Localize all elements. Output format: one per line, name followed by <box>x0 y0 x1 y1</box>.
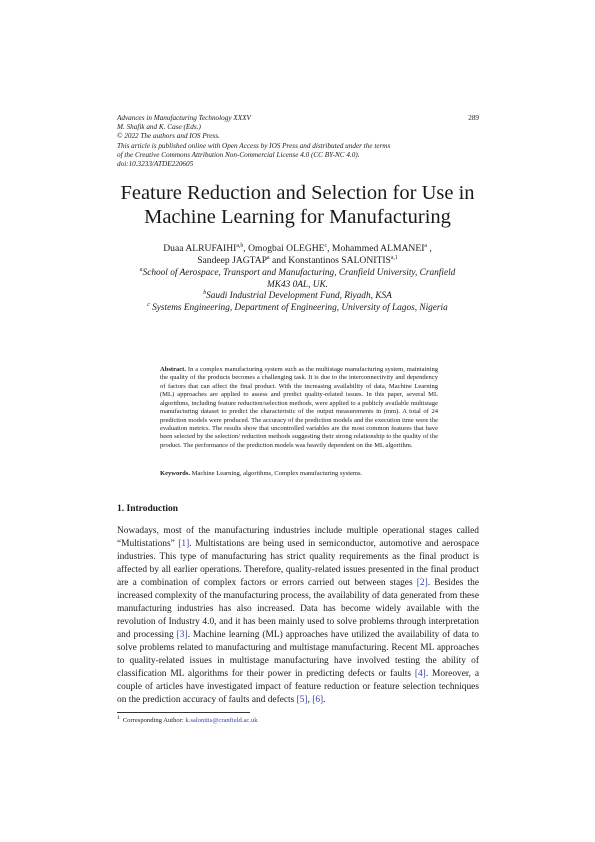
body-text: Nowadays, most of the manufacturing industries include multiple operational stages called “Multistations” <box>117 526 479 549</box>
abstract-text: In a complex manufacturing system such as the multistage manufacturing system, maintaining the quality of the products becomes a challenging task. It is due to the interconnectivity and dependency of factors that can affect the final product. With the increasing availability of data, Machine Learning (ML) approaches are applied to assess and predict quality-related issues. In this paper, several ML algorithms, including feature reduction/selection methods, were applied to a publicly available multistage manufacturing dataset to predict the characteristic of the output measurements in (mm). A total of 24 prediction models were produced. The accuracy of the prediction models and the execution time were the evaluation metrics. The results show that uncontrolled variables are the most common features that have been selected by the selection/ reduction methods suggesting their strong relationship to the quality of the product. The performance of the prediction models was heavily dependent on the ML algorithm. <box>160 366 438 449</box>
affiliations <box>100 268 495 314</box>
citation-link[interactable]: [1] <box>178 539 190 549</box>
header-line: This article is published online with Open Access by IOS Press and distributed under the terms <box>117 141 391 150</box>
keywords-text: Machine Learning, algorithms, Complex manufacturing systems. <box>190 470 363 477</box>
intro-paragraph <box>117 525 479 707</box>
title-line-2: Machine Learning for Manufacturing <box>144 206 451 228</box>
author-affil-mark: a <box>424 242 427 249</box>
keywords-label: Keywords. <box>160 470 191 477</box>
title-line-1: Feature Reduction and Selection for Use in <box>120 182 475 204</box>
author-affil-mark: a,1 <box>390 255 398 262</box>
author-name: and Konstantinos SALONITIS <box>269 255 391 267</box>
author-separator: , <box>426 243 432 254</box>
page-number: 289 <box>468 114 479 122</box>
author-list <box>100 243 495 267</box>
body-text: . Moreover, a couple of articles have investigated impact of feature reduction or feature selection techniques on the prediction accuracy of faults and defects <box>117 669 479 705</box>
body-text: . Machine learning (ML) approaches have utilized the availability of data to solve problems related to manufacturing and multistage manufacturing. Recent ML approaches to quality-related issues in multistage manufacturing have involved testing the ability of classification ML algorithms for their power in predicting defects or faults <box>117 630 479 679</box>
body-text: . Besides the increased complexity of the manufacturing process, the availability of data generated from these manufacturing industries has also increased. Data has become widely available with the revolution of Industry 4.0, and it has been mainly used to solve problems through interpretation and processing <box>117 578 479 640</box>
affiliation-b <box>100 291 495 303</box>
header-line: © 2022 The authors and IOS Press. <box>117 132 220 141</box>
author-affil-mark: a <box>267 255 270 262</box>
citation-link[interactable]: [5] <box>296 695 308 705</box>
affil-mark: b <box>203 290 207 297</box>
email-link[interactable]: k.salonitis@cranfield.ac.uk <box>185 717 258 724</box>
author-affil-mark: a,b <box>236 242 244 249</box>
citation-link[interactable]: [4] <box>414 669 426 679</box>
citation-link[interactable]: [6] <box>312 695 324 705</box>
abstract <box>160 366 438 450</box>
header-line: doi:10.3233/ATDE220605 <box>117 160 194 169</box>
author-name: Sandeep JAGTAP <box>197 255 268 267</box>
footnote-label: Corresponding Author: <box>122 717 186 724</box>
abstract-label: Abstract. <box>160 366 186 373</box>
footnote-mark: 1 <box>117 714 120 721</box>
affiliation-a <box>100 268 495 280</box>
paper-title <box>90 181 505 229</box>
header-line: M. Shafik and K. Case (Eds.) <box>117 123 201 132</box>
citation-link[interactable]: [3] <box>176 630 188 640</box>
keywords <box>160 470 438 478</box>
author-name: , Omogbai OLEGHE <box>243 243 325 254</box>
affil-text: Systems Engineering, Department of Engineering, University of Lagos, Nigeria <box>149 302 448 313</box>
footnote <box>117 714 258 724</box>
author-line-1 <box>100 243 495 255</box>
body-text: . <box>323 695 326 705</box>
affil-text: Saudi Industrial Development Fund, Riyadh, KSA <box>206 291 392 302</box>
author-name: , Mohammed ALMANEI <box>327 243 425 254</box>
header-line: of the Creative Commons Attribution Non-Commercial License 4.0 (CC BY-NC 4.0). <box>117 150 360 159</box>
header-line: Advances in Manufacturing Technology XXXV <box>117 114 251 122</box>
affil-text: School of Aerospace, Transport and Manufacturing, Cranfield University, Cranfield <box>142 268 456 278</box>
author-name: Duaa ALRUFAIHI <box>163 243 237 254</box>
author-affil-mark: c <box>324 242 328 249</box>
running-header <box>117 114 482 169</box>
affiliation-c <box>100 303 495 315</box>
author-line-2 <box>100 255 495 267</box>
footnote-rule <box>117 712 250 713</box>
affil-mark: a <box>139 266 143 273</box>
citation-link[interactable]: [2] <box>416 578 428 588</box>
affiliation-a-cont: MK43 0AL, UK. <box>267 279 328 290</box>
section-heading: 1. Introduction <box>117 504 179 514</box>
body-text: , <box>307 695 313 705</box>
body-text: . Multistations are being used in semiconductor, automotive and aerospace industries. This type of manufacturing has strict quality requirements as the final product is affected by all earlier operations. Therefore, quality-related issues presented in the final product are a combination of complex factors or errors carried out between stages <box>117 539 479 588</box>
affil-mark: c <box>147 301 150 308</box>
